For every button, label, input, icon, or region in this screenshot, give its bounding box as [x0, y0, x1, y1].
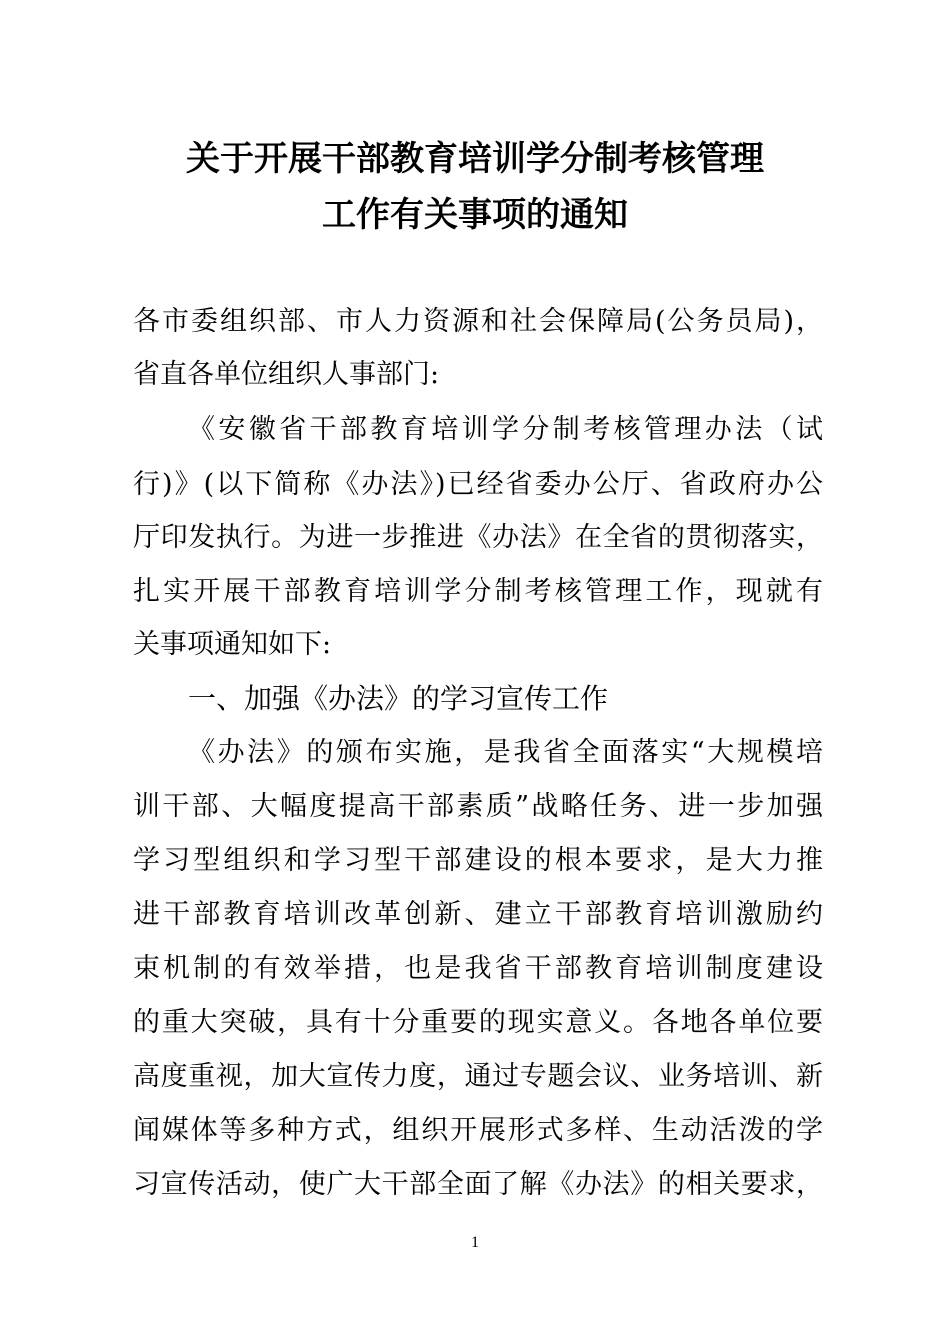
- section-1-line-4: 进干部教育培训改革创新、建立干部教育培训激励约: [133, 899, 823, 930]
- intro-line-5: 关事项通知如下:: [133, 629, 332, 660]
- section-1-line-9: 习宣传活动，使广大干部全面了解《办法》的相关要求，: [133, 1169, 823, 1200]
- section-1-line-5: 束机制的有效举措，也是我省干部教育培训制度建设: [133, 953, 823, 984]
- document-title-line-1: 关于开展干部教育培训学分制考核管理: [186, 139, 764, 179]
- section-1-line-2: 训干部、大幅度提高干部素质”战略任务、进一步加强: [133, 791, 823, 822]
- intro-line-3: 厅印发执行。为进一步推进《办法》在全省的贯彻落实，: [133, 522, 823, 553]
- section-1-line-1: 《办法》的颁布实施，是我省全面落实“大规模培: [188, 737, 823, 768]
- section-1-line-6: 的重大突破，具有十分重要的现实意义。各地各单位要: [133, 1007, 823, 1038]
- section-1-line-7: 高度重视，加大宣传力度，通过专题会议、业务培训、新: [133, 1061, 823, 1092]
- section-1-line-8: 闻媒体等多种方式，组织开展形式多样、生动活泼的学: [133, 1115, 823, 1146]
- recipients-line-1: 各市委组织部、市人力资源和社会保障局(公务员局)，: [133, 306, 823, 337]
- intro-line-2: 行)》(以下简称《办法》)已经省委办公厅、省政府办公: [133, 469, 823, 500]
- section-1-line-3: 学习型组织和学习型干部建设的根本要求，是大力推: [133, 845, 823, 876]
- page-number: 1: [471, 1234, 479, 1251]
- intro-line-4: 扎实开展干部教育培训学分制考核管理工作，现就有: [133, 576, 823, 607]
- document-title-line-2: 工作有关事项的通知: [322, 195, 628, 235]
- intro-line-1: 《安徽省干部教育培训学分制考核管理办法（试: [188, 414, 823, 445]
- recipients-line-2: 省直各单位组织人事部门:: [133, 359, 440, 390]
- section-1-heading: 一、加强《办法》的学习宣传工作: [188, 682, 609, 715]
